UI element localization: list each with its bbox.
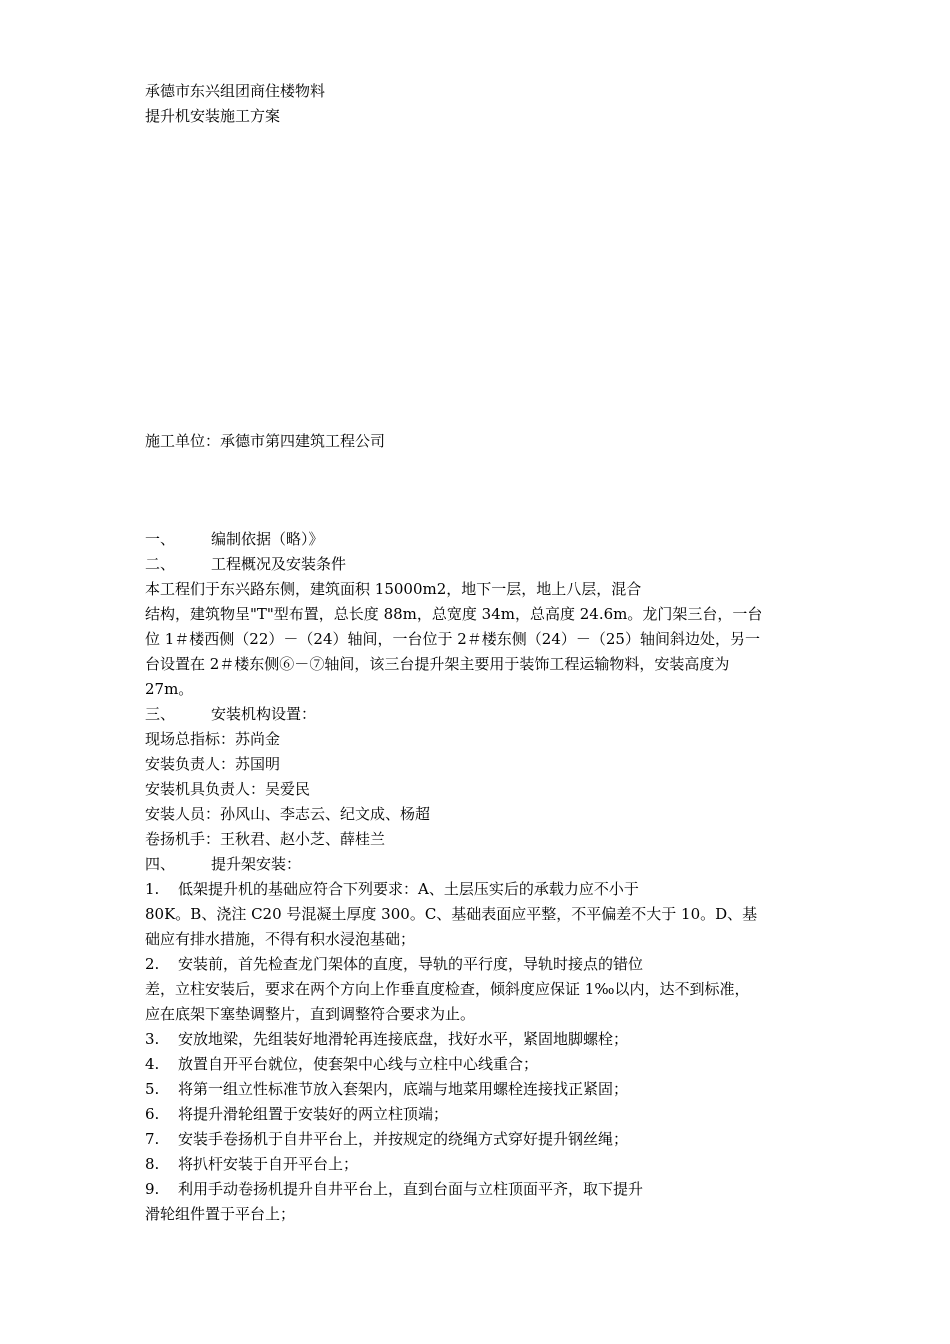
list-item-text: 将提升滑轮组置于安装好的两立柱顶端； — [178, 1105, 449, 1123]
section-3-title: 安装机构设置： — [211, 705, 317, 723]
list-item-text: 放置自开平台就位，使套架中心线与立柱中心线重合； — [178, 1055, 539, 1073]
staff-entry: 安装人员：孙风山、李志云、纪文成、杨超 — [145, 805, 431, 823]
list-item-7 — [145, 1128, 628, 1150]
section-4-number: 四、 — [145, 855, 176, 873]
staff-entry: 安装机具负责人：吴爱民 — [145, 780, 311, 798]
document-title-line1: 承德市东兴组团商住楼物料 — [145, 82, 326, 100]
list-item-text: 利用手动卷扬机提升自井平台上，直到台面与立柱顶面平齐，取下提升 — [178, 1180, 644, 1198]
section-2-paragraph-line: 结构，建筑物呈"T"型布置，总长度 88m，总宽度 34m，总高度 24.6m。龙门架三台，一台 — [145, 605, 763, 623]
section-2-title: 工程概况及安装条件 — [211, 555, 347, 573]
section-3-heading — [145, 703, 316, 725]
list-item-5 — [145, 1078, 628, 1100]
list-item-2 — [145, 953, 643, 975]
list-item-4 — [145, 1053, 538, 1075]
document-title-line2: 提升机安装施工方案 — [145, 107, 281, 125]
section-2-paragraph-line: 27m。 — [145, 680, 194, 698]
list-item-2-continuation: 差，立柱安装后，要求在两个方向上作垂直度检查，倾斜度应保证 1‰以内，达不到标准， — [145, 980, 750, 998]
list-item-text: 低架提升机的基础应符合下列要求：A、土层压实后的承载力应不小于 — [178, 880, 639, 898]
list-item-1-continuation: 础应有排水措施，不得有积水浸泡基础； — [145, 930, 416, 948]
list-item-number: 6. — [145, 1105, 160, 1123]
list-item-number: 4. — [145, 1055, 160, 1073]
list-item-number: 8. — [145, 1155, 160, 1173]
list-item-1-continuation: 80K。B、浇注 C20 号混凝土厚度 300。C、基础表面应平整，不平偏差不大于 10。D、基 — [145, 905, 758, 923]
list-item-text: 安放地梁，先组装好地滑轮再连接底盘，找好水平，紧固地脚螺栓； — [178, 1030, 629, 1048]
section-1-heading — [145, 528, 324, 550]
contractor-line: 施工单位：承德市第四建筑工程公司 — [145, 432, 386, 450]
list-item-number: 1. — [145, 880, 160, 898]
list-item-8 — [145, 1153, 358, 1175]
list-item-number: 7. — [145, 1130, 160, 1148]
section-2-heading — [145, 553, 346, 575]
list-item-text: 安装手卷扬机于自井平台上，并按规定的绕绳方式穿好提升钢丝绳； — [178, 1130, 629, 1148]
section-2-paragraph-line: 台设置在 2＃楼东侧⑥－⑦轴间，该三台提升架主要用于装饰工程运输物料，安装高度为 — [145, 655, 730, 673]
list-item-text: 将第一组立性标准节放入套架内，底端与地菜用螺栓连接找正紧固； — [178, 1080, 629, 1098]
list-item-9-continuation: 滑轮组件置于平台上； — [145, 1205, 296, 1223]
section-2-number: 二、 — [145, 555, 176, 573]
section-2-paragraph-line: 本工程们于东兴路东侧，建筑面积 15000m2，地下一层，地上八层，混合 — [145, 580, 642, 598]
list-item-2-continuation: 应在底架下塞垫调整片，直到调整符合要求为止。 — [145, 1005, 476, 1023]
list-item-text: 将扒杆安装于自开平台上； — [178, 1155, 359, 1173]
staff-entry: 现场总指标：苏尚金 — [145, 730, 281, 748]
section-4-heading — [145, 853, 301, 875]
list-item-9 — [145, 1178, 643, 1200]
section-1-title: 编制依据（略）》 — [211, 530, 324, 548]
section-3-number: 三、 — [145, 705, 176, 723]
list-item-1 — [145, 878, 639, 900]
staff-entry: 安装负责人：苏国明 — [145, 755, 281, 773]
list-item-6 — [145, 1103, 448, 1125]
list-item-number: 5. — [145, 1080, 160, 1098]
section-1-number: 一、 — [145, 530, 176, 548]
list-item-number: 2. — [145, 955, 160, 973]
section-2-paragraph-line: 位 1＃楼西侧（22）－（24）轴间，一台位于 2＃楼东侧（24）－（25）轴间斜边处，另一 — [145, 630, 760, 648]
staff-entry: 卷扬机手：王秋君、赵小芝、薛桂兰 — [145, 830, 386, 848]
list-item-number: 3. — [145, 1030, 160, 1048]
list-item-3 — [145, 1028, 628, 1050]
list-item-text: 安装前，首先检查龙门架体的直度，导轨的平行度，导轨时接点的错位 — [178, 955, 644, 973]
section-4-title: 提升架安装： — [211, 855, 302, 873]
list-item-number: 9. — [145, 1180, 160, 1198]
